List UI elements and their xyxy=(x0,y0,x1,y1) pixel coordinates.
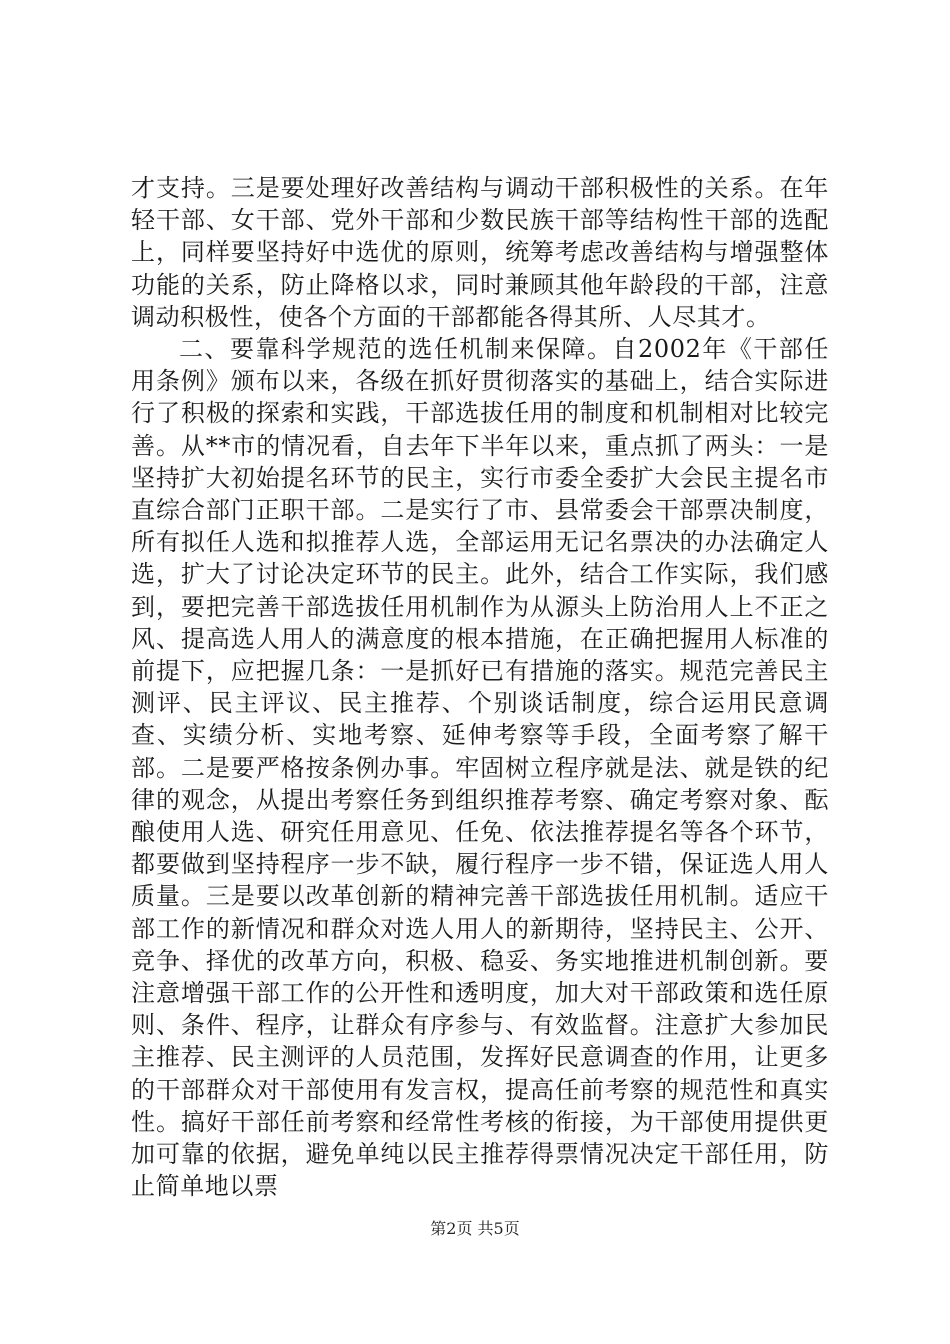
paragraph-1: 才支持。三是要处理好改善结构与调动干部积极性的关系。在年轻干部、女干部、党外干部和少数民族干部等结构性干部的选配上，同样要坚持好中选优的原则，统筹考虑改善结构与增强整体功能的关系，防止降格以求，同时兼顾其他年龄段的干部，注意调动积极性，使各个方面的干部都能各得其所、人尽其才。 xyxy=(131,174,829,331)
page-number-footer: 第2页 共5页 xyxy=(430,1219,520,1238)
body-text xyxy=(131,172,829,1203)
paragraph-2: 二、要靠科学规范的选任机制来保障。自2002年《干部任用条例》颁布以来，各级在抓好贯彻落实的基础上，结合实际进行了积极的探索和实践，干部选拔任用的制度和机制相对比较完善。从**市的情况看，自去年下半年以来，重点抓了两头：一是坚持扩大初始提名环节的民主，实行市委全委扩大会民主提名市直综合部门正职干部。二是实行了市、县常委会干部票决制度，所有拟任人选和拟推荐人选，全部运用无记名票决的办法确定人选，扩大了讨论决定环节的民主。此外，结合工作实际，我们感到，要把完善干部选拔任用机制作为从源头上防治用人上不正之风、提高选人用人的满意度的根本措施，在正确把握用人标准的前提下，应把握几条：一是抓好已有措施的落实。规范完善民主测评、民主评议、民主推荐、个别谈话制度，综合运用民意调查、实绩分析、实地考察、延伸考察等手段，全面考察了解干部。二是要严格按条例办事。牢固树立程序就是法、就是铁的纪律的观念，从提出考察任务到组织推荐考察、确定考察对象、酝酿使用人选、研究任用意见、任免、依法推荐提名等各个环节，都要做到坚持程序一步不缺，履行程序一步不错，保证选人用人质量。三是要以改革创新的精神完善干部选拔任用机制。适应干部工作的新情况和群众对选人用人的新期待，坚持民主、公开、竞争、择优的改革方向，积极、稳妥、务实地推进机制创新。要注意增强干部工作的公开性和透明度，加大对干部政策和选任原则、条件、程序，让群众有序参与、有效监督。注意扩大参加民主推荐、民主测评的人员范围，发挥好民意调查的作用，让更多的干部群众对干部使用有发言权，提高任前考察的规范性和真实性。搞好干部任前考察和经常性考核的衔接，为干部使用提供更加可靠的依据，避免单纯以民主推荐得票情况决定干部任用，防止简单地以票 xyxy=(131,335,829,1201)
